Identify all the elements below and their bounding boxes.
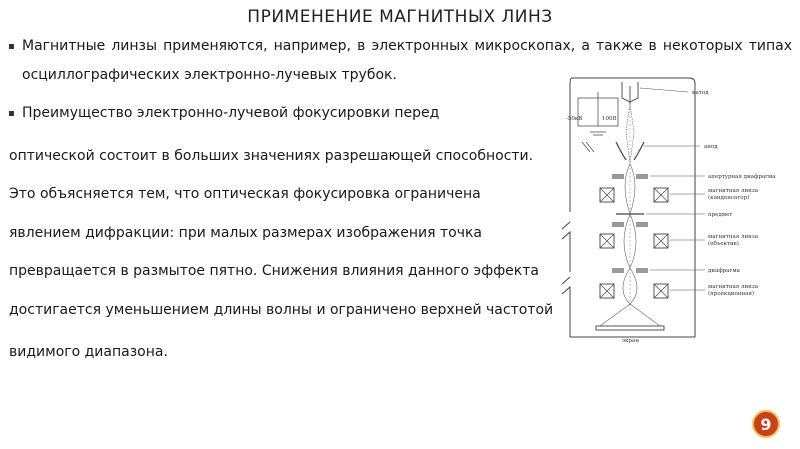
microscope-schematic <box>560 72 792 354</box>
projection-label: (проекционная) <box>708 291 755 297</box>
diaphragm <box>612 268 624 273</box>
bullet-marker <box>9 44 14 49</box>
anode-label: анод <box>704 144 718 150</box>
bullet-text-1: Магнитные линзы применяются, например, в электронных микроскопах, а также в некоторых типах осциллографических электронно-лучевых трубок. <box>22 38 792 83</box>
body-line: видимого диапазона. <box>9 344 168 360</box>
objective-label: (объектив) <box>708 241 739 247</box>
condenser-label: магнитная линза <box>708 188 759 194</box>
diaphragm-label: диафрагма <box>708 268 740 274</box>
screen <box>596 326 664 330</box>
condenser-label: (конденсатор) <box>708 195 750 201</box>
anode <box>616 142 626 160</box>
objective-pole <box>612 222 624 227</box>
bullet-marker <box>9 111 14 116</box>
projection-label: магнитная линза <box>708 284 759 290</box>
page-number-badge: 9 <box>752 410 780 438</box>
electron-microscope-diagram <box>560 72 792 354</box>
body-line: превращается в размытое пятно. Снижения влияния данного эффекта <box>9 263 539 279</box>
screen-label: экран <box>622 338 639 344</box>
voltage-label: 100В <box>602 116 617 122</box>
body-line: явлением дифракции: при малых размерах изображения точка <box>9 225 483 241</box>
objective-label: магнитная линза <box>708 234 759 240</box>
object-label: предмет <box>708 212 733 218</box>
cathode-label: катод <box>692 90 709 96</box>
body-line: оптической состоит в больших значениях разрешающей способности. <box>9 148 534 164</box>
body-line: Это объясняется тем, что оптическая фокусировка ограничена <box>9 186 481 202</box>
bullet-text-2: Преимущество электронно-лучевой фокусировки перед <box>22 105 440 121</box>
aperture-label: апертурная диафрагма <box>708 174 776 180</box>
slide-title: ПРИМЕНЕНИЕ МАГНИТНЫХ ЛИНЗ <box>247 7 553 27</box>
body-line: достигается уменьшением длины волны и ограничено верхней частотой <box>9 302 554 318</box>
aperture-diaphragm <box>612 174 624 179</box>
voltage-label: -50кВ <box>566 116 583 122</box>
